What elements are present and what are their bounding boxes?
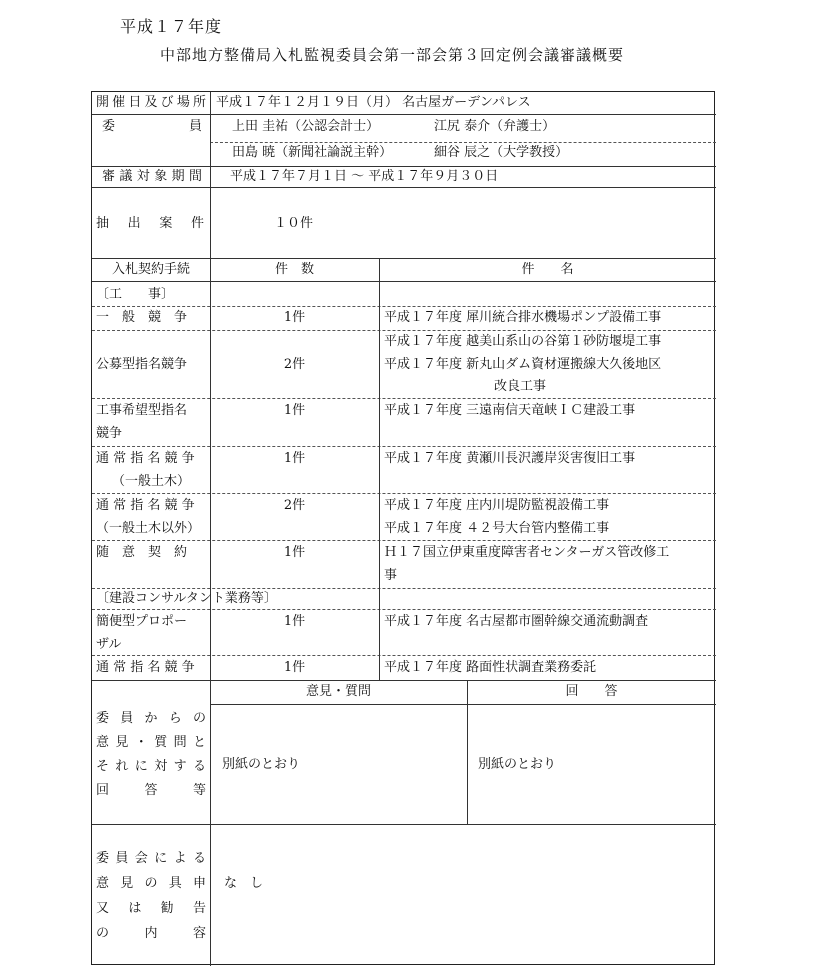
method-cell: 競争: [96, 426, 123, 441]
section-construction: 〔工 事〕: [96, 287, 175, 302]
date-value: 平成１７年１２月１９日（月） 名古屋ガーデンパレス: [216, 95, 531, 110]
count-cell: 1件: [283, 660, 306, 675]
rule: [92, 493, 716, 494]
opinions-label: 回 答 等: [96, 783, 206, 798]
column-header-method: 入札契約手続: [111, 262, 190, 277]
name-cell: 平成１７年度 三遠南信天竜峡ＩＣ建設工事: [384, 403, 636, 418]
rule: [92, 306, 716, 307]
member-name: 江尻 泰介（弁護士）: [434, 119, 556, 134]
recommend-label: の 内 容: [96, 926, 206, 941]
name-cell: 平成１７年度 越美山系山の谷第１砂防堰堤工事: [384, 334, 662, 349]
period-value: 平成１７年７月１日 ～ 平成１７年９月３０日: [230, 169, 499, 184]
summary-sheet: [91, 91, 715, 965]
method-cell: 通 常 指 名 競 争: [96, 451, 195, 466]
opinion-value: 別紙のとおり: [222, 757, 301, 772]
member-name: 田島 暁（新聞社論説主幹）: [232, 145, 393, 160]
count-cell: 1件: [283, 451, 306, 466]
rule: [210, 142, 716, 143]
rule: [92, 588, 716, 589]
rule: [92, 114, 716, 115]
rule: [467, 680, 468, 824]
column-header-count: 件 数: [274, 262, 314, 277]
name-cell: Ｈ１７国立伊東重度障害者センターガス管改修工: [384, 545, 670, 560]
name-cell: 平成１７年度 路面性状調査業務委託: [384, 660, 597, 675]
rule: [92, 258, 716, 259]
members-label: 委 員: [102, 119, 202, 134]
rule: [92, 446, 716, 447]
document-title: 中部地方整備局入札監視委員会第一部会第３回定例会議審議概要: [160, 46, 625, 64]
method-cell: ザル: [96, 637, 122, 652]
member-name: 上田 圭祐（公認会計士）: [232, 119, 380, 134]
rule: [92, 281, 716, 282]
name-cell: 平成１７年度 黄瀬川長沢護岸災害復旧工事: [384, 451, 636, 466]
count-cell: 2件: [283, 357, 306, 372]
count-cell: 1件: [283, 403, 306, 418]
rule: [92, 166, 716, 167]
method-cell: 随 意 契 約: [96, 545, 188, 560]
answer-column-header: 回 答: [565, 684, 618, 699]
name-cell: 平成１７年度 ４２号大台管内整備工事: [384, 521, 610, 536]
opinions-label: 意見・質問と: [96, 735, 206, 750]
name-cell: 平成１７年度 犀川統合排水機場ポンプ設備工事: [384, 310, 662, 325]
method-cell: 簡便型プロポー: [96, 614, 188, 629]
method-cell: 工事希望型指名: [96, 403, 188, 418]
method-cell: 通 常 指 名 競 争: [96, 498, 195, 513]
rule: [92, 609, 716, 610]
rule: [92, 824, 716, 825]
rule: [379, 258, 380, 680]
extract-label: 抽出案件: [96, 216, 206, 231]
rule: [210, 92, 211, 966]
recommend-label: 意見の具申: [96, 876, 206, 891]
name-cell: 平成１７年度 庄内川堤防監視設備工事: [384, 498, 610, 513]
period-label: 審議対象期間: [102, 169, 202, 184]
column-header-name: 件 名: [521, 262, 574, 277]
rule: [210, 704, 716, 705]
rule: [92, 655, 716, 656]
member-name: 細谷 辰之（大学教授）: [434, 145, 569, 160]
section-consultant: 〔建設コンサルタント業務等〕: [96, 591, 277, 606]
name-cell: 平成１７年度 新丸山ダム資材運搬線大久後地区: [384, 357, 662, 372]
count-cell: 1件: [283, 545, 306, 560]
recommend-value: な し: [224, 876, 264, 891]
count-cell: 1件: [283, 310, 306, 325]
rule: [92, 398, 716, 399]
name-cell: 改良工事: [494, 379, 547, 394]
count-cell: 1件: [283, 614, 306, 629]
rule: [92, 540, 716, 541]
count-cell: 2件: [283, 498, 306, 513]
opinions-label: 委員からの: [96, 711, 206, 726]
answer-value: 別紙のとおり: [478, 757, 557, 772]
opinion-column-header: 意見・質問: [305, 684, 371, 699]
name-cell: 平成１７年度 名古屋都市圏幹線交通流動調査: [384, 614, 649, 629]
rule: [92, 680, 716, 681]
extract-value: １０件: [274, 216, 314, 231]
method-cell: 通 常 指 名 競 争: [96, 660, 195, 675]
method-cell: 一 般 競 争: [96, 310, 188, 325]
rule: [92, 330, 716, 331]
document-year: 平成１７年度: [120, 17, 223, 36]
recommend-label: 又は勧告: [96, 901, 206, 916]
name-cell: 事: [384, 568, 398, 583]
method-cell: （一般土木以外）: [96, 521, 201, 536]
date-label: 開催日及び場所: [96, 95, 206, 110]
opinions-label: それに対する: [96, 759, 206, 774]
method-cell: （一般土木）: [112, 474, 191, 489]
method-cell: 公募型指名競争: [96, 357, 188, 372]
rule: [92, 187, 716, 188]
recommend-label: 委員会による: [96, 851, 206, 866]
